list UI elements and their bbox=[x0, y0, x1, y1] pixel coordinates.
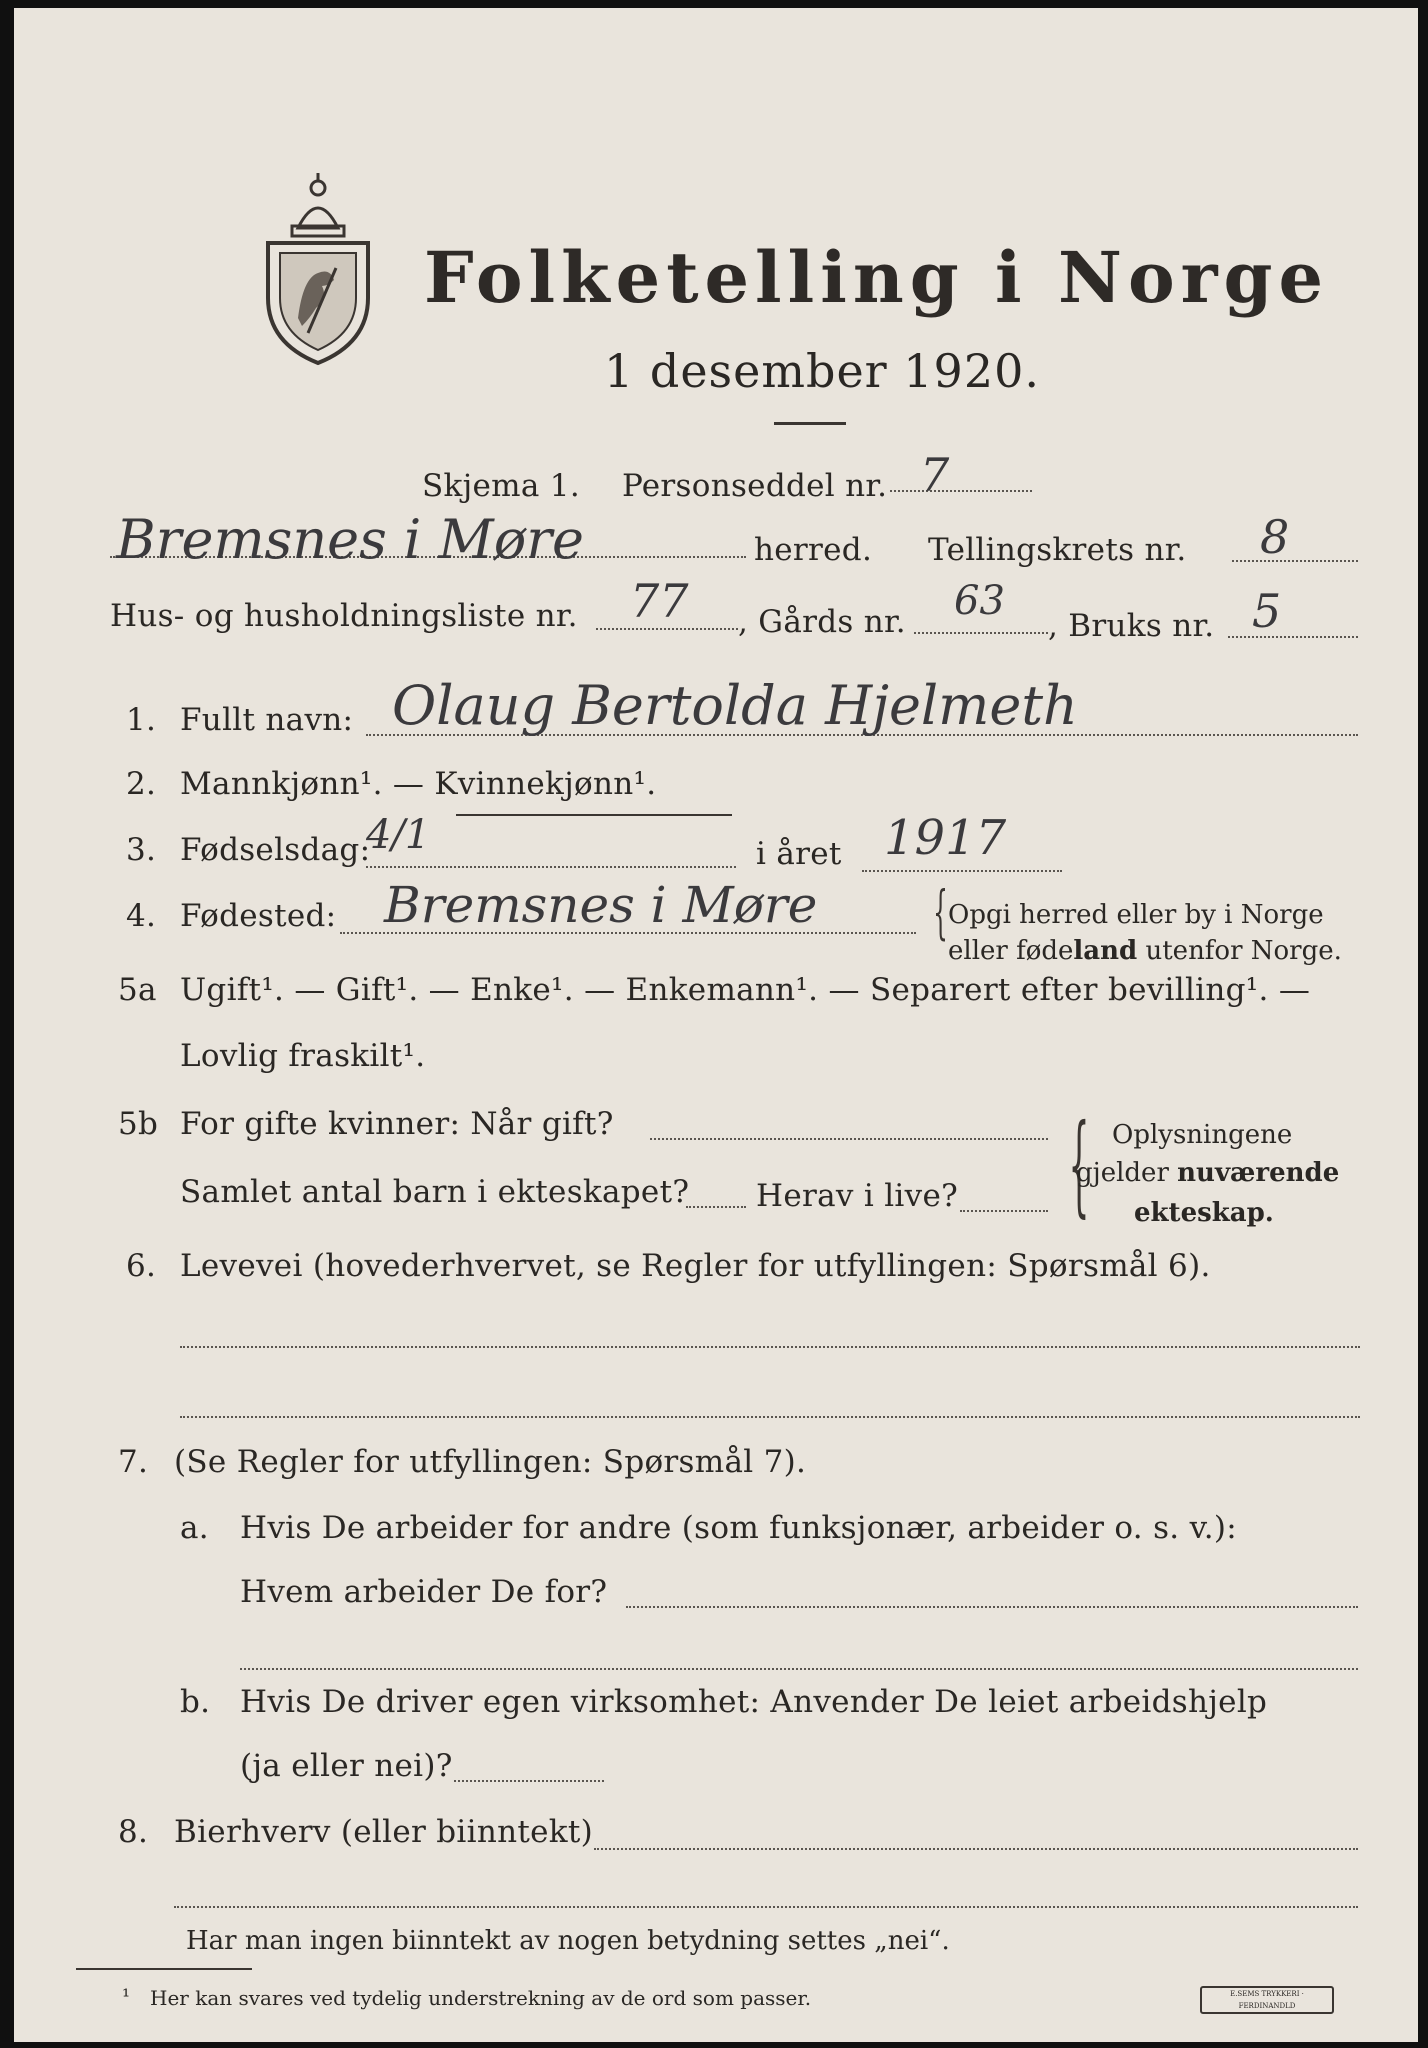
bruks-label: , Bruks nr. bbox=[1048, 608, 1215, 644]
q3-year-value: 1917 bbox=[884, 810, 1007, 866]
personseddel-value: 7 bbox=[920, 448, 950, 502]
q5b-brace: { bbox=[1068, 1100, 1090, 1228]
q8-number: 8. bbox=[118, 1814, 149, 1850]
no-income-note: Har man ingen biinntekt av nogen betydning settes „nei“. bbox=[186, 1926, 950, 1956]
q7-number: 7. bbox=[118, 1444, 149, 1480]
q6-line1 bbox=[180, 1346, 1360, 1348]
q3-year-line bbox=[862, 870, 1062, 872]
q5b-herav: Herav i live? bbox=[756, 1178, 959, 1214]
hus-value: 77 bbox=[630, 574, 689, 628]
bruks-line bbox=[1228, 636, 1358, 638]
coat-of-arms-icon bbox=[258, 168, 378, 368]
census-date: 1 desember 1920. bbox=[604, 344, 1040, 398]
q7a-line1: Hvis De arbeider for andre (som funksjonær, arbeider o. s. v.): bbox=[240, 1510, 1238, 1546]
q7-label: (Se Regler for utfyllingen: Spørsmål 7). bbox=[174, 1444, 807, 1480]
printer-stamp bbox=[1200, 1986, 1334, 2014]
q5a-line1: Ugift¹. — Gift¹. — Enke¹. — Enkemann¹. — Separert efter bevilling¹. — bbox=[180, 972, 1311, 1008]
q4-note-line2-a: eller føde bbox=[948, 936, 1074, 966]
q5b-number: 5b bbox=[118, 1106, 159, 1142]
footnote-divider bbox=[76, 1968, 252, 1970]
q4-value: Bremsnes i Møre bbox=[384, 876, 818, 934]
footnote-text: Her kan svares ved tydelig understrekning av de ord som passer. bbox=[150, 1986, 812, 2010]
q5b-line1: For gifte kvinner: Når gift? bbox=[180, 1106, 614, 1142]
q8-label: Bierhverv (eller biinntekt) bbox=[174, 1814, 594, 1850]
q7a-employer-line2 bbox=[240, 1668, 1358, 1670]
q5b-note-line2 bbox=[1076, 1158, 1339, 1188]
gards-label: , Gårds nr. bbox=[738, 604, 906, 640]
q3-day-value: 4/1 bbox=[366, 812, 431, 858]
q7a-line2: Hvem arbeider De for? bbox=[240, 1574, 608, 1610]
bruks-value: 5 bbox=[1252, 584, 1282, 638]
q5b-note-line3: ekteskap. bbox=[1134, 1198, 1274, 1228]
q6-number: 6. bbox=[126, 1248, 157, 1284]
q5b-alive-line bbox=[960, 1210, 1048, 1212]
q2-label: Mannkjønn¹. — Kvinnekjønn¹. bbox=[180, 766, 657, 802]
herred-value: Bremsnes i Møre bbox=[116, 508, 584, 571]
q4-note-line2-b: land bbox=[1073, 936, 1138, 966]
gards-value: 63 bbox=[954, 578, 1005, 624]
q5b-line2: Samlet antal barn i ekteskapet? bbox=[180, 1174, 690, 1210]
hus-label: Hus- og husholdningsliste nr. bbox=[110, 598, 578, 634]
q5b-note-line2-a: gjelder bbox=[1076, 1158, 1178, 1188]
q7b-line1: Hvis De driver egen virksomhet: Anvender De leiet arbeidshjelp bbox=[240, 1684, 1268, 1720]
q4-note-line2 bbox=[948, 936, 1342, 966]
q1-label: Fullt navn: bbox=[180, 702, 354, 738]
form-title: Folketelling i Norge bbox=[424, 236, 1330, 319]
q6-line2 bbox=[180, 1416, 1360, 1418]
q5a-line2: Lovlig fraskilt¹. bbox=[180, 1038, 426, 1074]
personseddel-label: Personseddel nr. bbox=[622, 468, 888, 504]
q3-year-label: i året bbox=[756, 836, 842, 872]
hus-line bbox=[596, 628, 738, 630]
personseddel-line bbox=[890, 490, 1032, 492]
q7a-employer-line1 bbox=[626, 1606, 1358, 1608]
tellingskrets-line bbox=[1232, 560, 1358, 562]
herred-label: herred. bbox=[754, 532, 873, 568]
q5b-note-line2-b: nuværende bbox=[1177, 1158, 1340, 1188]
q4-note-line1: Opgi herred eller by i Norge bbox=[948, 900, 1324, 930]
q5b-children-line bbox=[686, 1206, 746, 1208]
q2-number: 2. bbox=[126, 766, 157, 802]
q7b-letter: b. bbox=[180, 1684, 211, 1720]
q3-day-line bbox=[366, 866, 736, 868]
q3-label: Fødselsdag: bbox=[180, 832, 371, 868]
tellingskrets-value: 8 bbox=[1260, 510, 1290, 564]
q5b-when-line bbox=[650, 1138, 1048, 1140]
printer-stamp-text: E.SEMS TRYKKERI · FERDINANDLD bbox=[1230, 1990, 1304, 2010]
q6-label: Levevei (hovederhvervet, se Regler for utfyllingen: Spørsmål 6). bbox=[180, 1248, 1211, 1284]
q5a-number: 5a bbox=[118, 972, 157, 1008]
footnote-mark: ¹ bbox=[122, 1984, 131, 2008]
q7a-letter: a. bbox=[180, 1510, 209, 1546]
q4-number: 4. bbox=[126, 898, 157, 934]
tellingskrets-label: Tellingskrets nr. bbox=[928, 532, 1187, 568]
title-divider bbox=[774, 422, 846, 425]
q4-label: Fødested: bbox=[180, 898, 337, 934]
q8-line2 bbox=[174, 1906, 1358, 1908]
q7b-line2: (ja eller nei)? bbox=[240, 1748, 453, 1784]
q4-brace: { bbox=[933, 878, 948, 946]
q1-value: Olaug Bertolda Hjelmeth bbox=[392, 674, 1078, 737]
q8-line1 bbox=[594, 1848, 1358, 1850]
q4-note-line2-c: utenfor Norge. bbox=[1137, 936, 1342, 966]
gards-line bbox=[914, 632, 1048, 634]
q1-number: 1. bbox=[126, 702, 157, 738]
skjema-label: Skjema 1. bbox=[422, 468, 580, 504]
q7b-answer-line bbox=[454, 1780, 604, 1782]
census-form-sheet bbox=[14, 8, 1418, 2042]
q2-kvinnekjonn-underline bbox=[456, 814, 732, 816]
q5b-note-line1: Oplysningene bbox=[1112, 1120, 1293, 1150]
q3-number: 3. bbox=[126, 832, 157, 868]
